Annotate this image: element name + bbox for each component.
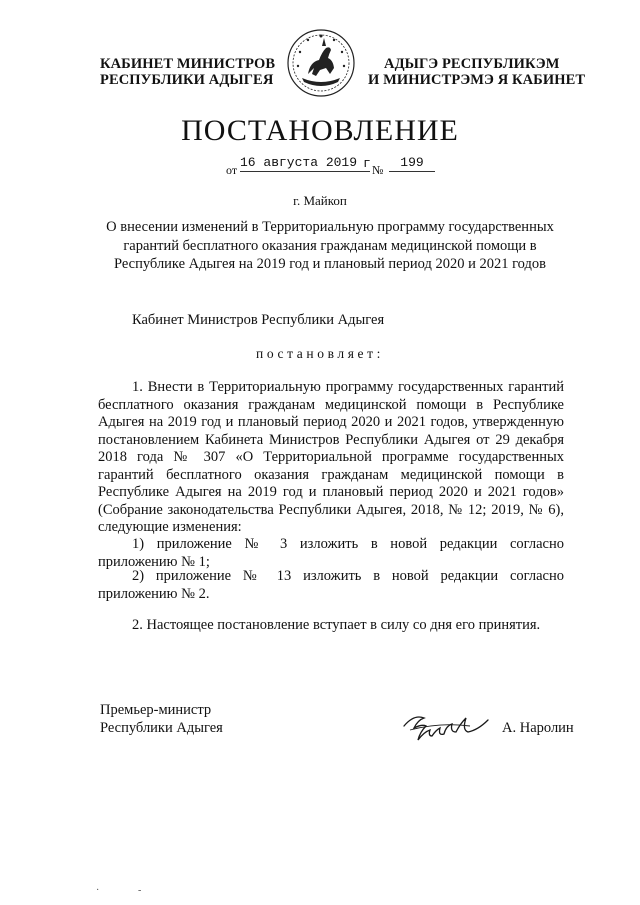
issuer-line: Кабинет Министров Республики Адыгея	[132, 312, 385, 328]
date-prefix: от	[226, 163, 238, 177]
number-field: 199	[389, 155, 435, 172]
signatory-position-line2: Республики Адыгея	[100, 719, 223, 736]
resolves-line: постановляет:	[256, 346, 384, 361]
number-prefix: №	[372, 163, 384, 177]
date-number-line	[226, 155, 424, 177]
signatory-name: А. Наролин	[502, 720, 574, 736]
signatory-position-line1: Премьер-министр	[100, 702, 212, 718]
signature-icon	[400, 706, 492, 748]
signatory-position	[100, 702, 223, 737]
document-subject: О внесении изменений в Территориальную программу государственных гарантий бесплатного оказания гражданам медицинской помощи в Республике Адыгея на 2019 год и плановый период 2020 и 2021 годов	[106, 219, 554, 272]
header-right-line2: И МИНИСТРЭМЭ Я КАБИНЕТ	[368, 72, 586, 88]
paragraph-1: 1. Внести в Территориальную программу государственных гарантий бесплатного оказания гражданам медицинской помощи в Республике Адыгея на 2019 год и плановый период 2020 и 2021 годов, утвержденную постановлением Кабинета Министров Республики Адыгея от 29 декабря 2018 года № 307 «О Территориальной программе государственных гарантий бесплатного оказания гражданам медицинской помощи в Республике Адыгея на 2019 год и плановый период 2020 и 2021 годов» (Собрание законодательства Республики Адыгея, 2018, № 12; 2019, № 6), следующие изменения:	[98, 379, 564, 535]
header-left-block	[100, 56, 275, 88]
header-left-line2: РЕСПУБЛИКИ АДЫГЕЯ	[100, 72, 274, 88]
scan-mark: -	[138, 885, 142, 896]
paragraph-1-item-2: 2) приложение № 13 изложить в новой редакции согласно приложению № 2.	[98, 568, 564, 602]
coat-of-arms-icon	[286, 28, 356, 98]
header-right-block	[368, 56, 585, 88]
date-field: 16 августа 2019	[240, 155, 370, 172]
paragraph-2: 2. Настоящее постановление вступает в силу со дня его принятия.	[132, 617, 541, 633]
header-left-line1: КАБИНЕТ МИНИСТРОВ	[100, 56, 276, 72]
scan-mark: ·	[96, 885, 100, 896]
date-suffix: г	[363, 156, 371, 171]
paragraph-1-item-1: 1) приложение № 3 изложить в новой редакции согласно приложению № 1;	[98, 536, 564, 570]
city-label: г. Майкоп	[293, 193, 347, 208]
header-right-line1: АДЫГЭ РЕСПУБЛИКЭМ	[384, 56, 560, 72]
document-title: ПОСТАНОВЛЕНИЕ	[181, 114, 459, 147]
